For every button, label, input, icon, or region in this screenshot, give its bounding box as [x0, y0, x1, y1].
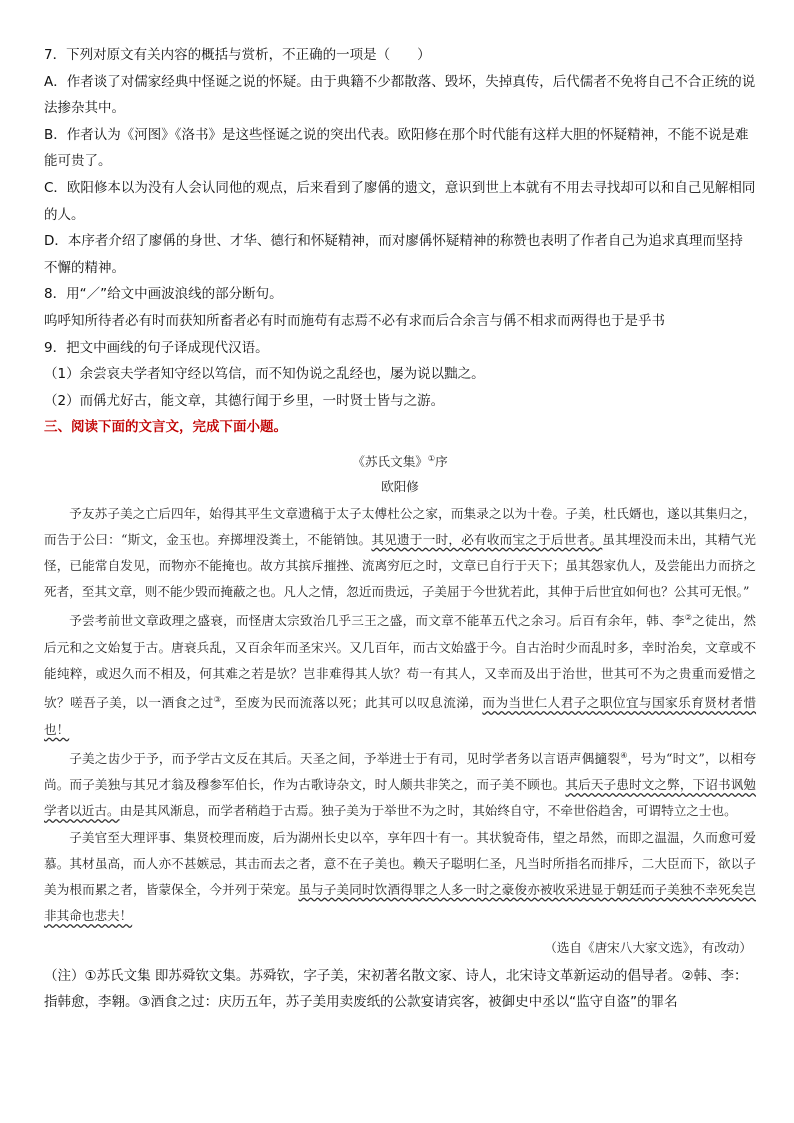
question-7-option-c: C．欧阳修本以为没有人会认同他的观点，后来看到了廖偁的遗文，意识到世上本就有不用去寻找却可以和自己见解相同的人。	[44, 179, 756, 223]
classical-article	[44, 447, 756, 963]
article-paragraph-4	[44, 825, 756, 930]
paragraph-text: 由是其风渐息，而学者稍趋于古焉。独子美为于举世不为之时，其始终自守，不牵世俗趋舍，可谓特立之士也。	[119, 803, 737, 819]
question-8-text: 呜呼知所待者必有时而获知所畜者必有时而施苟有志焉不必有求而后合余言与偁不相求而两得也于是乎书	[44, 312, 665, 329]
paragraph-text: ，号为“时文”，以相夸尚。而子美独与其兄才翁及穆参军伯长，作为古歌诗杂文，时人颇共非笑之，而子美不顾也。	[44, 750, 757, 793]
article-source: （选自《唐宋八大家文选》，有改动）	[544, 940, 752, 956]
document-page	[44, 42, 756, 1015]
article-paragraph-1	[44, 501, 756, 606]
paragraph-text: 予尝考前世文章政理之盛衰，而怪唐太宗致治几乎三王之盛，而文章不能革五代之余习。后百有余年，韩、李	[69, 613, 685, 629]
paragraph-text: 之徒出，然后元和之文始复于古。唐衰兵乱，又百余年而圣宋兴。又几百年，而古文始盛于今。自古治时少而乱时多，幸时治矣，文章或不能纯粹，或迟久而不相及，何其难之若是欤？岂非难得其人欤？苟一有其人，又幸而及出于治世，世其可不为之贵重而爱惜之欤？嗟吾子美，以一酒食之过	[44, 613, 757, 711]
question-7-option-b: B．作者认为《河图》《洛书》是这些怪诞之说的突出代表。欧阳修在那个时代能有这样大胆的怀疑精神，不能不说是难能可贵了。	[44, 126, 749, 170]
article-title-suffix: 序	[435, 454, 448, 470]
question-8-stem: 8．用“／”给文中画波浪线的部分断句。	[44, 286, 283, 303]
section-3-title: 三、阅读下面的文言文，完成下面小题。	[44, 419, 287, 436]
article-title	[44, 447, 756, 474]
article-paragraph-3	[44, 743, 756, 825]
paragraph-text: 子美之齿少于予，而予学古文反在其后。天圣之间，予举进士于有司，见时学者务以言语声偶擿裂	[69, 750, 621, 766]
wavy-underlined-text: 其见遗于一时，必有收而宝之于后世者。	[371, 531, 603, 547]
question-9-sentence-1: （1）余尝哀夫学者知守经以笃信，而不知伪说之乱经也，屡为说以黜之。	[44, 366, 485, 383]
article-author: 欧阳修	[381, 478, 419, 494]
footnotes: （注）①苏氏文集 即苏舜钦文集。苏舜钦，字子美，宋初著名散文家、诗人，北宋诗文革新运动的倡导者。②韩、李：指韩愈，李翱。③酒食之过：庆历五年，苏子美用卖废纸的公款宴请宾客，被御史中丞以“监守自盗”的罪名	[44, 968, 748, 1011]
footnote-marker: ②	[684, 613, 693, 623]
question-7-option-a: A．作者谈了对儒家经典中怪诞之说的怀疑。由于典籍不少都散落、毁坏，失掉真传，后代儒者不免将自己不合正统的说法掺杂其中。	[44, 73, 756, 117]
paragraph-text: 子美官至大理评事、集贤校理而废，后为湖州长史以卒，享年四十有一。其状貌奇伟，望之昂然，而即之温温，久而愈可爱慕。其材虽高，而人亦不甚嫉忌，其击而去之者，意不在子美也。赖天子聪明仁圣，凡当时所指名而排斥，二大臣而下，欲以子美为根而累之者，皆蒙保全，今并列于荣宠。	[44, 829, 756, 897]
underlined-sentence: 其后天子患时文之弊，下诏书讽勉学者以近古。	[44, 777, 757, 819]
article-title-text: 《苏氏文集》	[352, 454, 428, 470]
article-paragraph-2	[44, 605, 756, 742]
footnote-marker: ①	[427, 454, 436, 464]
paragraph-text: 虽其埋没而未出，其精气光怪，已能常自发见，而物亦不能掩也。故方其摈斥摧挫、流离穷厄之时，文章已自行于天下；虽其怨家仇人，及尝能出力而挤之死者，至其文章，则不能少毁而掩蔽之也。凡人之情，忽近而贵远，子美屈于今世犹若此，其伸于后世宜如何也？公其可无恨。”	[44, 531, 756, 600]
question-7-stem: 7．下列对原文有关内容的概括与赏析，不正确的一项是（ ）	[44, 47, 431, 63]
question-9-stem: 9．把文中画线的句子译成现代汉语。	[44, 339, 269, 356]
underlined-sentence: 而为当世仁人君子之职位宜与国家乐育贤材者惜也！	[44, 695, 757, 737]
footnote-marker: ③	[213, 695, 222, 705]
question-9-sentence-2: （2）而偁尤好古，能文章，其德行闻于乡里，一时贤士皆与之游。	[44, 392, 445, 409]
underlined-sentence: 虽与子美同时饮酒得罪之人多一时之豪俊亦被收采进显于朝廷而子美独不幸死矣岂非其命也悲夫！	[44, 881, 757, 924]
paragraph-text: 予友苏子美之亡后四年，始得其平生文章遗稿于太子太傅杜公之家，而集录之以为十卷。子美，杜氏婿也，遂以其集归之，而告于公曰：“斯文，金玉也。弃掷埋没粪土，不能销蚀。	[44, 505, 756, 547]
question-7-option-d: D．本序者介绍了廖偁的身世、才华、德行和怀疑精神，而对廖偁怀疑精神的称赞也表明了作者自己为追求真理而坚持不懈的精神。	[44, 233, 743, 276]
paragraph-text: ，至废为民而流落以死；此其可以叹息流涕，	[221, 695, 483, 711]
footnote-marker: ④	[620, 750, 628, 760]
